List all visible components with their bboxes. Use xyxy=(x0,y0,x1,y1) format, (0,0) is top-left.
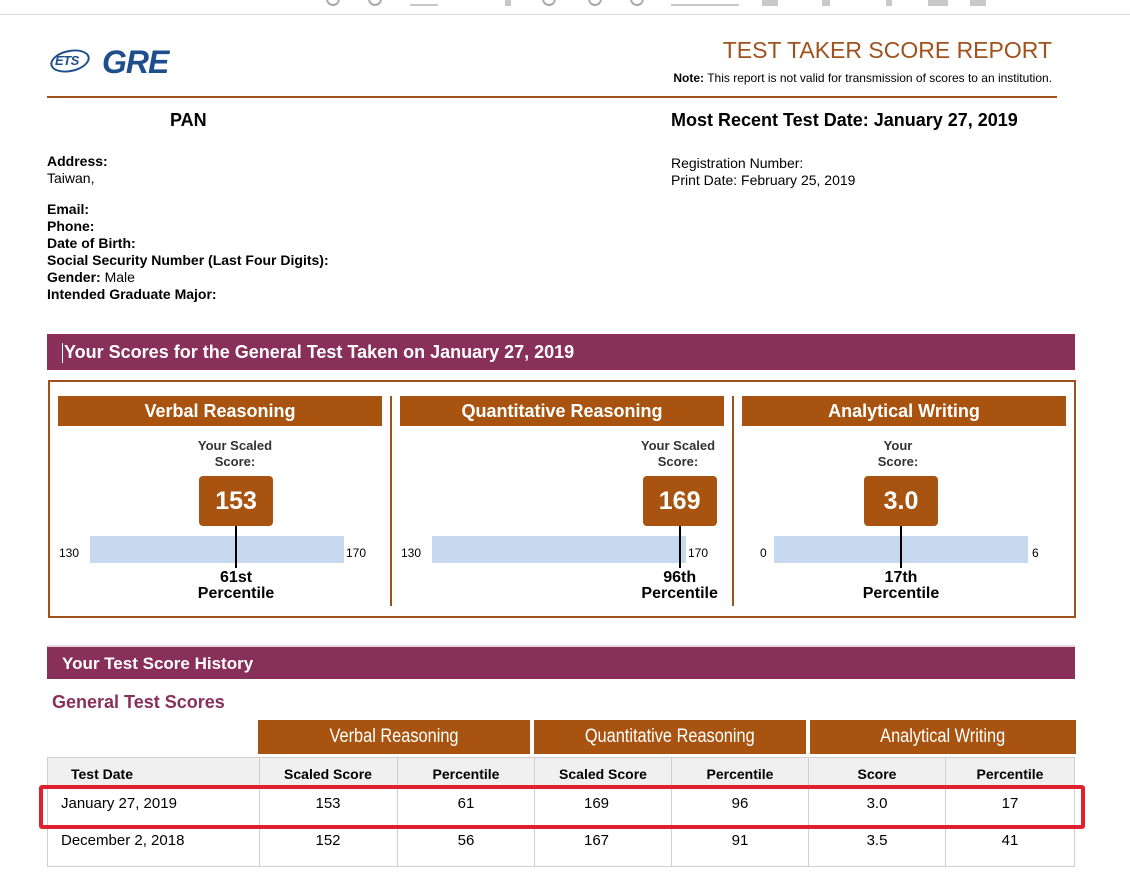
dob-label: Date of Birth: xyxy=(47,235,136,251)
score-panel-quant xyxy=(392,382,732,618)
score-marker xyxy=(900,526,902,568)
ssn-label: Social Security Number (Last Four Digits): xyxy=(47,252,329,268)
toolbar-tool-icon[interactable] xyxy=(928,0,948,6)
col-verbal-percentile: Percentile xyxy=(432,766,500,782)
percentile-value: 61st xyxy=(220,569,253,586)
gender-label: Gender: xyxy=(47,269,101,285)
toolbar-tool-icon[interactable] xyxy=(822,0,830,6)
percentile-word: Percentile xyxy=(641,585,718,602)
table-cell: 41 xyxy=(1001,832,1019,849)
col-quant-scaled: Scaled Score xyxy=(559,766,647,782)
toolbar-zoom-field[interactable] xyxy=(671,4,739,6)
gender-value: Male xyxy=(104,269,135,285)
score-range-bar xyxy=(432,536,686,563)
score-marker xyxy=(235,526,237,568)
table-cell-date: December 2, 2018 xyxy=(61,832,185,849)
caption-line: Score: xyxy=(657,454,699,469)
candidate-info xyxy=(47,153,329,303)
caption-line: Your xyxy=(883,438,913,453)
caption-line: Score: xyxy=(877,454,919,469)
toolbar-circle-icon[interactable] xyxy=(326,0,340,6)
group-header-text: Verbal Reasoning xyxy=(329,726,459,747)
score-panel-verbal xyxy=(50,382,390,618)
address-value: Taiwan, xyxy=(47,170,95,186)
email-label: Email: xyxy=(47,201,90,217)
score-marker xyxy=(679,526,681,568)
text-cursor xyxy=(62,343,63,363)
major-label: Intended Graduate Major: xyxy=(47,286,217,302)
percentile-label xyxy=(841,570,961,602)
table-cell: 96 xyxy=(731,795,749,812)
address-label: Address: xyxy=(47,153,108,169)
score-range-bar xyxy=(90,536,344,563)
toolbar-field[interactable] xyxy=(410,4,438,6)
candidate-name: PAN xyxy=(170,110,207,130)
panel-title: Quantitative Reasoning xyxy=(400,396,724,426)
panel-title: Analytical Writing xyxy=(742,396,1066,426)
table-cell: 152 xyxy=(315,832,341,849)
col-writing-score: Score xyxy=(857,766,897,782)
table-cell: 91 xyxy=(731,832,749,849)
history-banner: Your Test Score History xyxy=(47,645,1075,679)
note-label: Note: xyxy=(673,71,705,85)
toolbar-circle-icon[interactable] xyxy=(368,0,382,6)
history-group-verbal xyxy=(258,720,530,754)
gender-row xyxy=(47,269,329,286)
scores-banner-text: Your Scores for the General Test Taken on January 27, 2019 xyxy=(64,342,575,362)
range-max: 6 xyxy=(1032,546,1039,560)
viewer-toolbar xyxy=(0,0,1130,15)
scores-box xyxy=(48,380,1076,618)
group-header-text: Analytical Writing xyxy=(880,726,1006,747)
range-min: 0 xyxy=(760,546,767,560)
recent-test-date: Most Recent Test Date: January 27, 2019 xyxy=(671,110,1018,130)
percentile-value: 17th xyxy=(884,569,918,586)
history-group-writing xyxy=(810,720,1076,754)
table-cell-date: January 27, 2019 xyxy=(61,795,177,812)
panel-title: Verbal Reasoning xyxy=(58,396,382,426)
report-note xyxy=(673,71,1052,85)
toolbar-tool-icon[interactable] xyxy=(970,0,986,6)
toolbar-circle-icon[interactable] xyxy=(630,0,644,6)
registration-block xyxy=(671,155,855,189)
scaled-score-caption xyxy=(628,438,728,470)
percentile-word: Percentile xyxy=(197,585,275,602)
group-header-text: Quantitative Reasoning xyxy=(585,726,755,747)
col-writing-percentile: Percentile xyxy=(976,766,1044,782)
gre-logo-text: GRE xyxy=(102,44,169,80)
score-box: 3.0 xyxy=(864,476,938,526)
general-test-scores-heading: General Test Scores xyxy=(52,692,225,712)
toolbar-arrow-icon[interactable] xyxy=(505,0,511,6)
toolbar-tool-icon[interactable] xyxy=(762,0,778,6)
range-min: 130 xyxy=(401,546,422,560)
percentile-word: Percentile xyxy=(862,585,940,602)
col-quant-percentile: Percentile xyxy=(706,766,774,782)
print-date: Print Date: February 25, 2019 xyxy=(671,172,856,188)
caption-line: Your Scaled xyxy=(197,438,273,453)
percentile-value: 96th xyxy=(663,569,697,586)
percentile-label xyxy=(176,570,296,602)
range-min: 130 xyxy=(59,546,80,560)
history-group-quant xyxy=(534,720,806,754)
toolbar-circle-icon[interactable] xyxy=(588,0,602,6)
ets-logo-text: ETS xyxy=(55,53,79,68)
note-text: This report is not valid for transmission of scores to an institution. xyxy=(707,71,1052,85)
range-max: 170 xyxy=(346,546,367,560)
toolbar-tool-icon[interactable] xyxy=(886,0,892,6)
score-box: 153 xyxy=(199,476,273,526)
table-cell: 169 xyxy=(583,795,610,812)
score-box: 169 xyxy=(643,476,717,526)
score-panel-writing xyxy=(734,382,1074,618)
highlight-box xyxy=(39,785,1085,829)
scores-banner xyxy=(47,334,1075,370)
report-title: TEST TAKER SCORE REPORT xyxy=(722,37,1052,63)
phone-label: Phone: xyxy=(47,218,95,234)
range-max: 170 xyxy=(688,546,709,560)
scaled-score-caption xyxy=(848,438,948,470)
table-cell: 167 xyxy=(583,832,610,849)
registration-number: Registration Number: xyxy=(671,155,804,171)
col-test-date: Test Date xyxy=(71,766,133,782)
caption-line: Score: xyxy=(214,454,256,469)
toolbar-circle-icon[interactable] xyxy=(542,0,556,6)
table-cell: 3.0 xyxy=(866,795,888,812)
table-cell: 61 xyxy=(457,795,475,812)
table-cell: 3.5 xyxy=(866,832,888,849)
percentile-label xyxy=(620,570,740,602)
col-verbal-scaled: Scaled Score xyxy=(284,766,372,782)
table-cell: 153 xyxy=(315,795,341,812)
caption-line: Your Scaled xyxy=(640,438,716,453)
table-cell: 56 xyxy=(457,832,475,849)
scaled-score-caption xyxy=(185,438,285,470)
table-cell: 17 xyxy=(1001,795,1019,812)
header-divider xyxy=(47,96,1057,98)
